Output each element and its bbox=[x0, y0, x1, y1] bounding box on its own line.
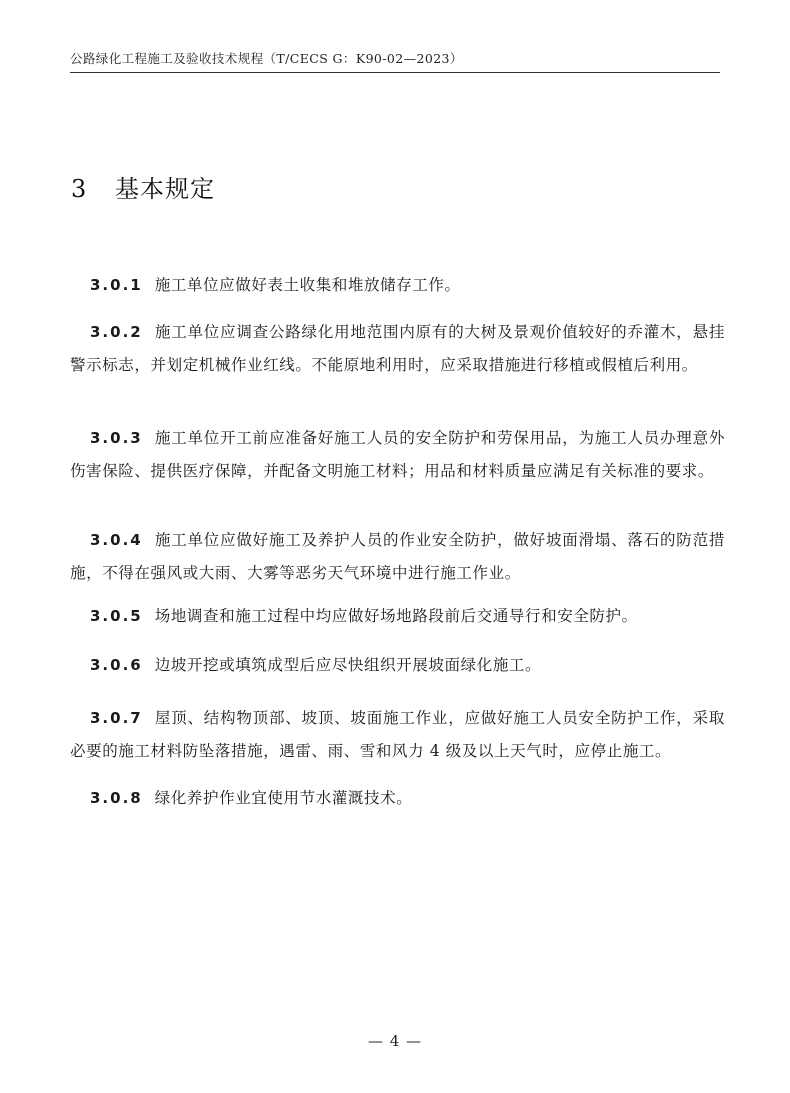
clause-3-0-2 bbox=[70, 316, 725, 382]
clause-3-0-7 bbox=[70, 702, 725, 768]
clause-text: 施工单位应调查公路绿化用地范围内原有的大树及景观价值较好的乔灌木，悬挂警示标志，并划定机械作业红线。不能原地利用时，应采取措施进行移植或假植后利用。 bbox=[70, 323, 725, 374]
clause-text: 施工单位应做好施工及养护人员的作业安全防护，做好坡面滑塌、落石的防范措施，不得在强风或大雨、大雾等恶劣天气环境中进行施工作业。 bbox=[70, 531, 725, 582]
clause-number: 3.0.5 bbox=[90, 607, 143, 625]
clause-number: 3.0.4 bbox=[90, 531, 143, 549]
chapter-number: 3 bbox=[71, 175, 88, 203]
clause-3-0-1 bbox=[70, 269, 725, 302]
clause-3-0-4 bbox=[70, 524, 725, 590]
page-number: — 4 — bbox=[367, 1032, 423, 1050]
clause-number: 3.0.1 bbox=[90, 276, 143, 294]
clause-text: 施工单位应做好表土收集和堆放储存工作。 bbox=[154, 276, 461, 294]
chapter-title bbox=[71, 169, 215, 204]
header-rule bbox=[70, 72, 720, 73]
clause-text: 边坡开挖或填筑成型后应尽快组织开展坡面绿化施工。 bbox=[154, 656, 542, 674]
clause-number: 3.0.6 bbox=[90, 656, 143, 674]
clause-text: 施工单位开工前应准备好施工人员的安全防护和劳保用品，为施工人员办理意外伤害保险、提供医疗保障，并配备文明施工材料；用品和材料质量应满足有关标准的要求。 bbox=[70, 429, 725, 480]
clause-text: 屋顶、结构物顶部、坡顶、坡面施工作业，应做好施工人员安全防护工作，采取必要的施工材料防坠落措施，遇雷、雨、雪和风力 4 级及以上天气时，应停止施工。 bbox=[70, 709, 725, 760]
clause-3-0-3 bbox=[70, 422, 725, 488]
clause-number: 3.0.3 bbox=[90, 429, 143, 447]
clause-3-0-6 bbox=[70, 649, 725, 682]
clause-3-0-5 bbox=[70, 600, 725, 633]
clause-number: 3.0.8 bbox=[90, 789, 143, 807]
clause-number: 3.0.7 bbox=[90, 709, 143, 727]
clause-text: 绿化养护作业宜使用节水灌溉技术。 bbox=[154, 789, 413, 807]
clause-text: 场地调查和施工过程中均应做好场地路段前后交通导行和安全防护。 bbox=[154, 607, 638, 625]
clause-3-0-8 bbox=[70, 782, 725, 815]
running-header: 公路绿化工程施工及验收技术规程（T/CECS G：K90-02—2023） bbox=[70, 51, 463, 66]
clause-number: 3.0.2 bbox=[90, 323, 143, 341]
chapter-title-text: 基本规定 bbox=[115, 175, 215, 203]
